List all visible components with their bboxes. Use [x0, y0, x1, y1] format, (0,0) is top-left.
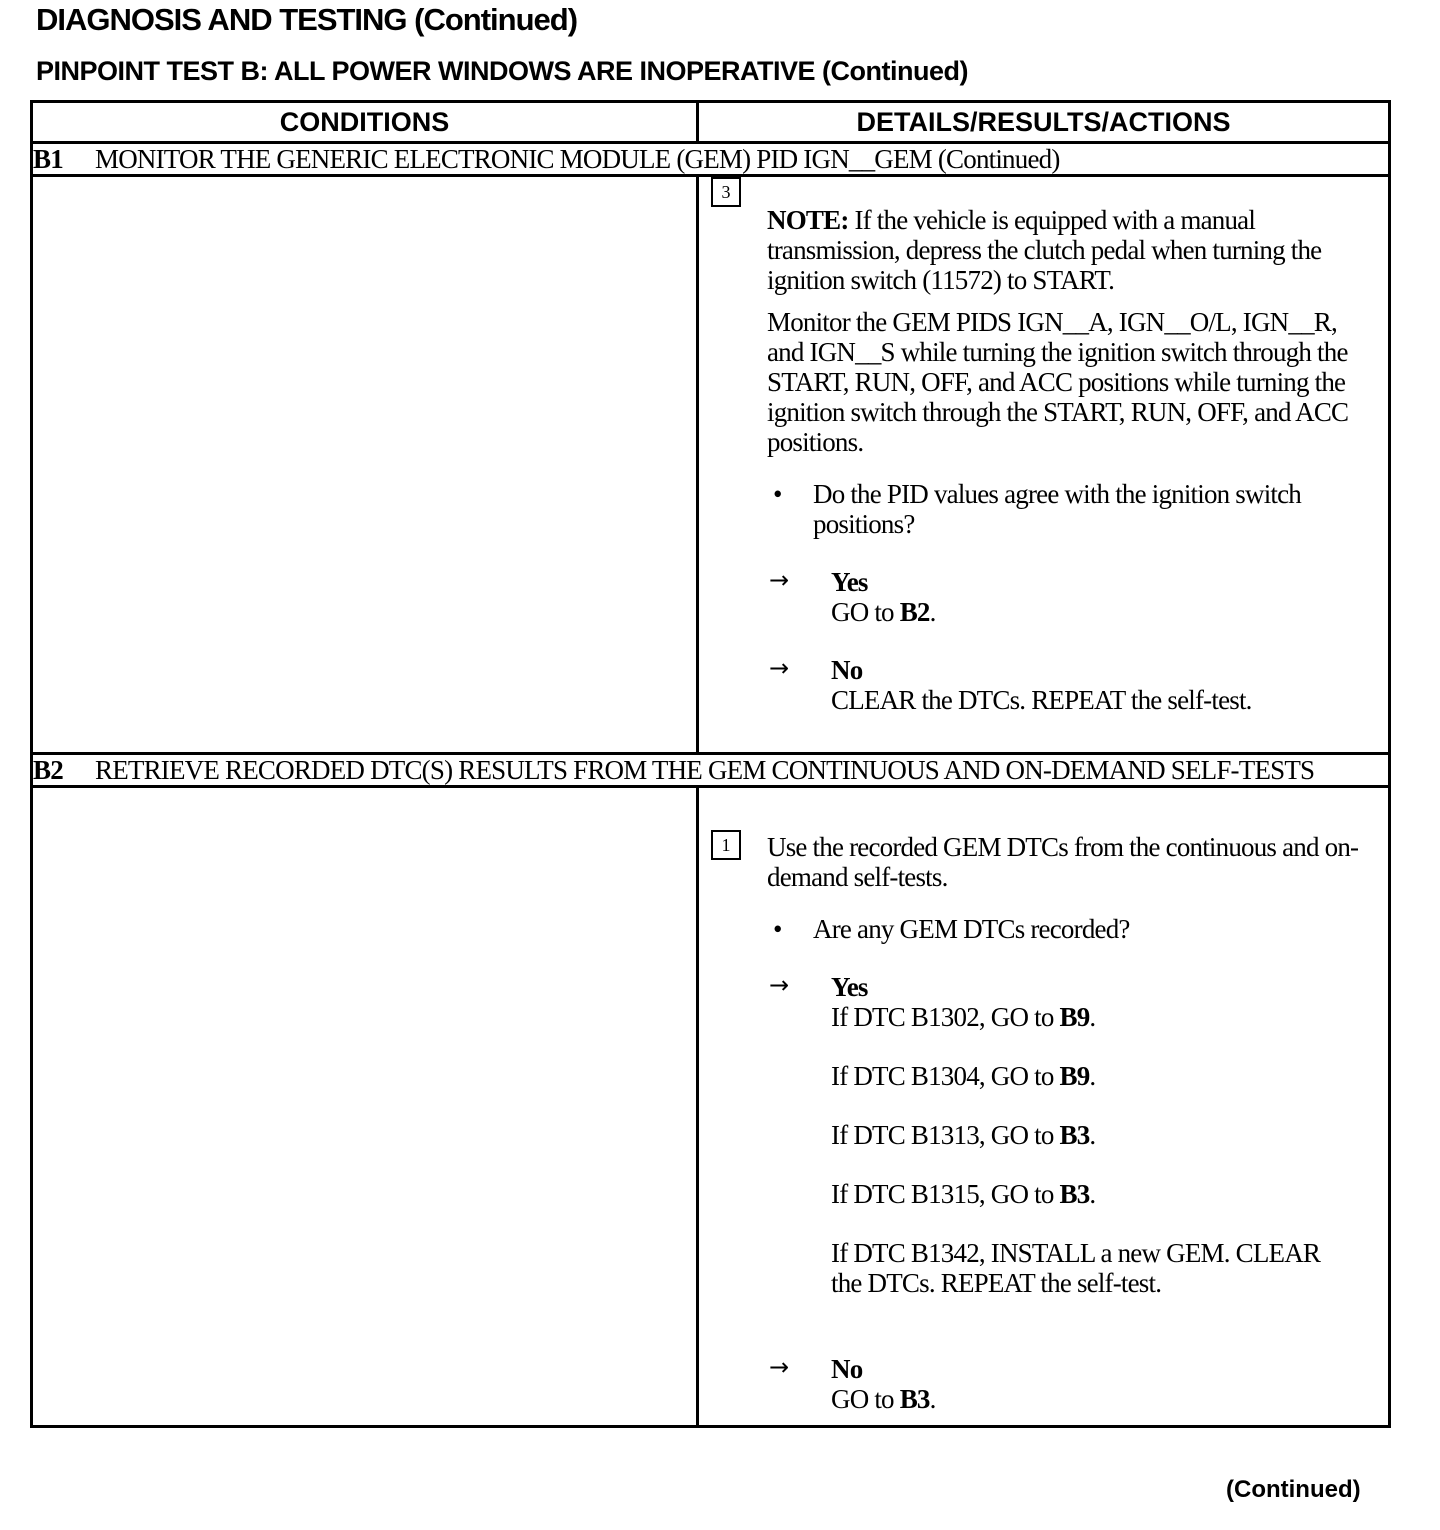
note-text: If the vehicle is equipped with a manual transmission, depress the clutch pedal when turning the ignition switch (11572) to START. — [767, 205, 1322, 295]
arrow-right-icon: → — [769, 1353, 789, 1381]
result-text: If DTC B1304, GO to B9. — [831, 1061, 1096, 1091]
step-reference: B3 — [1059, 1120, 1090, 1150]
result-text: GO to B3. — [831, 1384, 936, 1414]
instruction-paragraph: Monitor the GEM PIDS IGN__A, IGN__O/L, IGN__R, and IGN__S while turning the ignition switch through the START, RUN, OFF, and ACC positions while turning the ignition switch through the START, RUN, OFF, and ACC positions. — [767, 307, 1349, 457]
action-number-box: 3 — [711, 177, 741, 207]
result-text: If DTC B1315, GO to B3. — [831, 1179, 1096, 1209]
result-no — [769, 654, 1368, 715]
action-number-box: 1 — [711, 830, 741, 860]
result-text: If DTC B1302, GO to B9. — [831, 1002, 1096, 1032]
step-header-b1 — [32, 143, 1390, 176]
result-text: GO to B2. — [831, 597, 936, 627]
result-yes — [769, 566, 1368, 627]
page-title: DIAGNOSIS AND TESTING (Continued) — [36, 2, 578, 37]
step-id: B2 — [33, 755, 63, 785]
continued-label: (Continued) — [1226, 1476, 1361, 1503]
step-reference: B3 — [1059, 1179, 1090, 1209]
result-label: No — [831, 655, 863, 685]
column-header-conditions: CONDITIONS — [32, 102, 698, 143]
details-cell-b2 — [698, 787, 1390, 1427]
conditions-cell — [32, 787, 698, 1427]
result-label: Yes — [831, 972, 868, 1002]
step-header-b2 — [32, 754, 1390, 787]
question-bullet — [773, 914, 1368, 944]
result-text: If DTC B1342, INSTALL a new GEM. CLEAR the DTCs. REPEAT the self-test. — [831, 1238, 1321, 1298]
result-yes — [769, 971, 1368, 1298]
arrow-right-icon: → — [769, 566, 789, 594]
step-body-row — [32, 176, 1390, 754]
pinpoint-test-title: PINPOINT TEST B: ALL POWER WINDOWS ARE INOPERATIVE (Continued) — [36, 56, 968, 86]
column-header-details: DETAILS/RESULTS/ACTIONS — [698, 102, 1390, 143]
bullet-icon: • — [773, 479, 782, 509]
step-reference: B9 — [1059, 1002, 1090, 1032]
question-bullet — [773, 479, 1368, 539]
pinpoint-test-table — [30, 100, 1391, 1428]
details-cell-b1 — [698, 176, 1390, 754]
step-header-row — [32, 754, 1390, 787]
step-reference: B9 — [1059, 1061, 1090, 1091]
result-no — [769, 1353, 1368, 1414]
note-paragraph — [767, 205, 1368, 295]
arrow-right-icon: → — [769, 654, 789, 682]
step-header-row — [32, 143, 1390, 176]
step-id: B1 — [33, 144, 63, 174]
step-title: MONITOR THE GENERIC ELECTRONIC MODULE (GEM) PID IGN__GEM (Continued) — [95, 144, 1060, 174]
step-body-row — [32, 787, 1390, 1427]
arrow-right-icon: → — [769, 971, 789, 999]
result-text: If DTC B1313, GO to B3. — [831, 1120, 1096, 1150]
step-reference: B2 — [899, 597, 930, 627]
result-label: Yes — [831, 567, 868, 597]
step-title: RETRIEVE RECORDED DTC(S) RESULTS FROM THE GEM CONTINUOUS AND ON-DEMAND SELF-TESTS — [95, 755, 1315, 785]
step-reference: B3 — [899, 1384, 930, 1414]
table-header-row — [32, 102, 1390, 143]
question-text: Do the PID values agree with the ignition switch positions? — [813, 479, 1301, 539]
bullet-icon: • — [773, 914, 782, 944]
result-label: No — [831, 1354, 863, 1384]
result-text: CLEAR the DTCs. REPEAT the self-test. — [831, 685, 1252, 715]
conditions-cell — [32, 176, 698, 754]
instruction-paragraph: Use the recorded GEM DTCs from the continuous and on-demand self-tests. — [767, 832, 1359, 892]
note-label: NOTE: — [767, 205, 849, 235]
question-text: Are any GEM DTCs recorded? — [813, 914, 1130, 944]
